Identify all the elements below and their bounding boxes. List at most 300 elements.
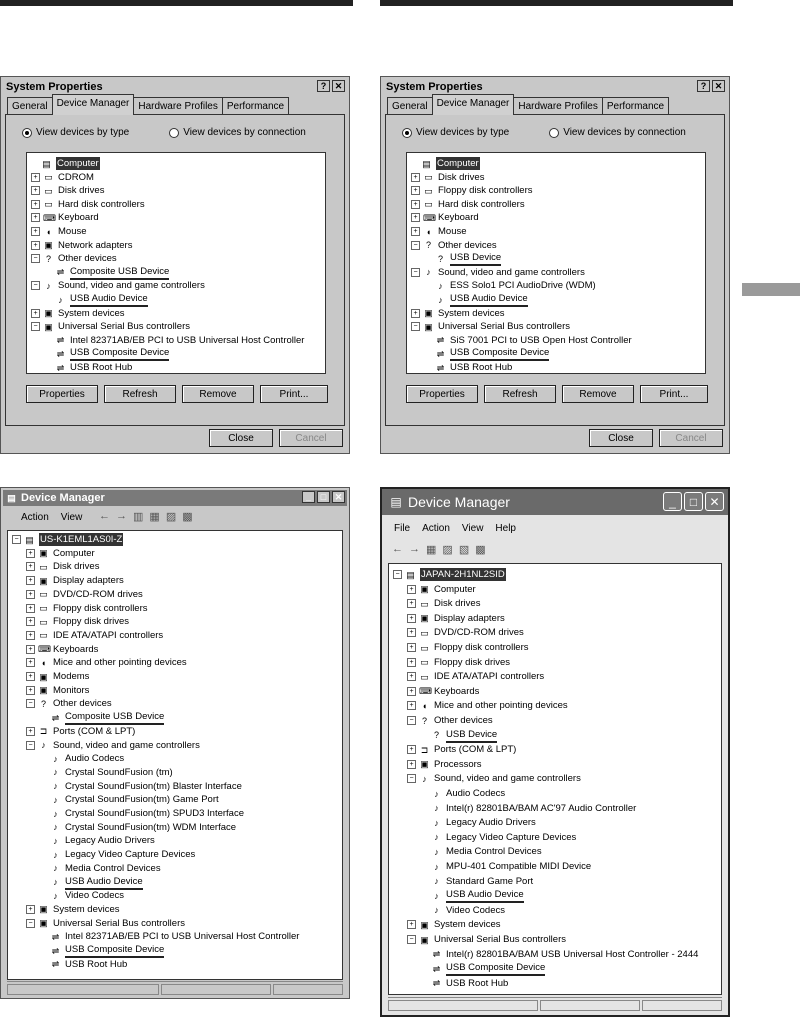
collapse-icon[interactable]: − bbox=[411, 322, 420, 331]
tree-item-label: Media Control Devices bbox=[446, 846, 542, 858]
tree-item[interactable] bbox=[411, 307, 505, 320]
expand-icon[interactable]: + bbox=[31, 241, 40, 250]
tree-item[interactable] bbox=[26, 697, 112, 710]
device-tree[interactable] bbox=[26, 152, 326, 374]
close-icon[interactable]: ✕ bbox=[332, 491, 345, 503]
tree-item[interactable] bbox=[421, 802, 636, 815]
collapse-icon[interactable]: − bbox=[26, 919, 35, 928]
expand-icon[interactable]: + bbox=[26, 658, 35, 667]
tree-item[interactable] bbox=[407, 933, 566, 946]
expand-icon[interactable]: + bbox=[411, 213, 420, 222]
tree-item[interactable] bbox=[26, 574, 124, 587]
tree-item[interactable] bbox=[45, 347, 169, 360]
tree-item[interactable] bbox=[40, 711, 164, 724]
unknown-device-icon: ? bbox=[433, 730, 439, 741]
tree-item[interactable] bbox=[40, 930, 299, 943]
tree-item[interactable] bbox=[31, 225, 87, 238]
sound-icon: ♪ bbox=[434, 803, 439, 814]
tree-item-label: Mouse bbox=[58, 226, 87, 237]
tree-item[interactable] bbox=[12, 533, 123, 546]
properties-icon[interactable]: ▨ bbox=[165, 511, 177, 523]
computer-icon: ▤ bbox=[25, 534, 34, 545]
tree-spacer bbox=[421, 834, 428, 841]
collapse-icon[interactable]: − bbox=[26, 741, 35, 750]
tree-item[interactable] bbox=[31, 252, 117, 265]
tree-item[interactable] bbox=[407, 743, 516, 756]
scan-icon[interactable]: ▩ bbox=[182, 511, 193, 523]
collapse-icon[interactable]: − bbox=[411, 268, 420, 277]
tree-item[interactable] bbox=[425, 334, 632, 347]
tree-item[interactable] bbox=[407, 699, 568, 712]
unknown-device-icon: ? bbox=[425, 240, 431, 251]
collapse-icon[interactable]: − bbox=[407, 774, 416, 783]
expand-icon[interactable]: + bbox=[407, 701, 416, 710]
expand-icon[interactable]: + bbox=[26, 576, 35, 585]
tree-item[interactable] bbox=[45, 361, 132, 374]
tree-item[interactable] bbox=[421, 948, 698, 961]
tree-item-label: USB Audio Device bbox=[70, 292, 148, 307]
expand-icon[interactable]: + bbox=[31, 200, 40, 209]
tree-item[interactable] bbox=[26, 670, 89, 683]
tree-item[interactable] bbox=[40, 862, 161, 875]
drive-icon: ▭ bbox=[44, 185, 53, 196]
tree-item-label: Legacy Audio Drivers bbox=[446, 817, 536, 829]
tree-item[interactable] bbox=[411, 320, 570, 333]
expand-icon[interactable]: + bbox=[407, 672, 416, 681]
usb-icon: ⇌ bbox=[51, 945, 60, 956]
details-icon[interactable]: ▦ bbox=[426, 544, 437, 556]
forward-icon[interactable]: → bbox=[409, 543, 420, 555]
computer-icon: ▤ bbox=[42, 158, 51, 169]
tree-item[interactable] bbox=[407, 583, 476, 596]
expand-icon[interactable]: + bbox=[26, 645, 35, 654]
tree-item[interactable] bbox=[411, 171, 484, 184]
forward-icon[interactable]: → bbox=[116, 510, 127, 522]
tree-item[interactable] bbox=[407, 758, 482, 771]
expand-icon[interactable]: + bbox=[407, 643, 416, 652]
back-icon[interactable]: ← bbox=[99, 510, 110, 522]
tree-item[interactable] bbox=[40, 807, 244, 820]
expand-icon[interactable]: + bbox=[411, 200, 420, 209]
tree-item[interactable] bbox=[31, 307, 125, 320]
usb-icon: ⇌ bbox=[56, 348, 65, 359]
tree-item[interactable] bbox=[40, 958, 127, 971]
tree-spacer bbox=[421, 863, 428, 870]
toolbar bbox=[392, 543, 486, 556]
tree-item[interactable] bbox=[425, 279, 596, 292]
tree-item-label: IDE ATA/ATAPI controllers bbox=[434, 671, 545, 683]
radio-view-by-connection[interactable] bbox=[549, 127, 686, 138]
refresh-button[interactable]: Refresh bbox=[104, 385, 176, 403]
collapse-icon[interactable]: − bbox=[407, 935, 416, 944]
tree-item[interactable] bbox=[40, 889, 124, 902]
expand-icon[interactable]: + bbox=[26, 686, 35, 695]
tab-panel bbox=[385, 114, 725, 426]
expand-icon[interactable]: + bbox=[31, 309, 40, 318]
tree-item-label: Mice and other pointing devices bbox=[434, 700, 568, 712]
tree-item[interactable] bbox=[411, 225, 467, 238]
tree-item[interactable] bbox=[31, 171, 94, 184]
expand-icon[interactable]: + bbox=[26, 549, 35, 558]
mouse-icon: ◖ bbox=[425, 226, 432, 237]
expand-icon[interactable]: + bbox=[26, 590, 35, 599]
tree-item-label: Floppy disk drives bbox=[53, 616, 130, 628]
tree-item[interactable] bbox=[31, 184, 104, 197]
expand-icon[interactable]: + bbox=[407, 599, 416, 608]
tab-hardware-profiles[interactable]: Hardware Profiles bbox=[133, 97, 222, 115]
device-icon: ▣ bbox=[420, 934, 429, 945]
title-bar bbox=[3, 490, 347, 506]
refresh-button[interactable]: Refresh bbox=[484, 385, 556, 403]
help-icon[interactable]: ? bbox=[317, 80, 330, 92]
tree-item-label: Crystal SoundFusion(tm) SPUD3 Interface bbox=[65, 808, 244, 819]
expand-icon[interactable]: + bbox=[26, 562, 35, 571]
maximize-icon[interactable]: □ bbox=[317, 491, 330, 503]
expand-icon[interactable]: + bbox=[26, 905, 35, 914]
menu-view[interactable]: View bbox=[60, 512, 83, 523]
remove-button[interactable]: Remove bbox=[562, 385, 634, 403]
expand-icon[interactable]: + bbox=[31, 186, 40, 195]
tree-item[interactable] bbox=[26, 629, 163, 642]
drive-icon: ▭ bbox=[39, 616, 48, 627]
collapse-icon[interactable]: − bbox=[26, 699, 35, 708]
tree-item[interactable] bbox=[26, 725, 135, 738]
device-icon: ▣ bbox=[424, 308, 433, 319]
radio-view-by-type[interactable] bbox=[22, 127, 129, 138]
help-icon[interactable]: ? bbox=[697, 80, 710, 92]
tab-general[interactable]: General bbox=[7, 97, 53, 115]
device-tree[interactable] bbox=[7, 530, 343, 980]
expand-icon[interactable]: + bbox=[407, 628, 416, 637]
tree-item[interactable] bbox=[40, 766, 173, 779]
tree-item[interactable] bbox=[407, 772, 581, 785]
tab-hardware-profiles[interactable]: Hardware Profiles bbox=[513, 97, 602, 115]
tree-item[interactable] bbox=[31, 239, 132, 252]
tree-item[interactable] bbox=[26, 684, 89, 697]
expand-icon[interactable]: + bbox=[407, 585, 416, 594]
tree-item-label: USB Root Hub bbox=[450, 362, 513, 373]
tab-performance[interactable]: Performance bbox=[602, 97, 669, 115]
tree-item-label: Computer bbox=[53, 547, 95, 559]
drive-icon: ▭ bbox=[424, 185, 433, 196]
remove-button[interactable]: Remove bbox=[182, 385, 254, 403]
tree-item[interactable] bbox=[421, 962, 545, 975]
back-icon[interactable]: ← bbox=[392, 543, 403, 555]
close-button[interactable]: Close bbox=[209, 429, 273, 447]
tree-item[interactable] bbox=[26, 602, 148, 615]
keyboard-icon: ⌨ bbox=[38, 644, 51, 655]
tree-spacer bbox=[421, 907, 428, 914]
sound-icon: ♪ bbox=[53, 767, 58, 778]
tree-item[interactable] bbox=[31, 320, 190, 333]
drive-icon: ▭ bbox=[39, 589, 48, 600]
tree-item[interactable] bbox=[40, 834, 155, 847]
tree-item[interactable] bbox=[393, 568, 506, 581]
tree-item[interactable] bbox=[407, 656, 510, 669]
expand-icon[interactable]: + bbox=[407, 920, 416, 929]
tree-item-label: USB Composite Device bbox=[65, 943, 164, 958]
close-icon[interactable]: ✕ bbox=[332, 80, 345, 92]
scan-icon[interactable]: ▩ bbox=[475, 544, 486, 556]
status-cell bbox=[7, 984, 159, 995]
expand-icon[interactable]: + bbox=[26, 617, 35, 626]
drive-icon: ▭ bbox=[420, 642, 429, 653]
tree-item-label: Crystal SoundFusion(tm) WDM Interface bbox=[65, 821, 237, 833]
expand-icon[interactable]: + bbox=[411, 186, 420, 195]
tree-item-label: Composite USB Device bbox=[70, 265, 169, 280]
tree-item[interactable] bbox=[45, 334, 304, 347]
collapse-icon[interactable]: − bbox=[12, 535, 21, 544]
tree-item[interactable] bbox=[40, 780, 242, 793]
sound-icon: ♪ bbox=[53, 863, 58, 874]
window-title: System Properties bbox=[386, 81, 483, 93]
tree-spacer bbox=[421, 965, 428, 972]
tree-item-label: Modems bbox=[53, 671, 90, 682]
sound-icon: ♪ bbox=[53, 753, 58, 764]
details-icon[interactable]: ▦ bbox=[149, 511, 160, 523]
tree-spacer bbox=[421, 805, 428, 812]
sound-icon: ♪ bbox=[53, 835, 58, 846]
tree-item[interactable] bbox=[407, 670, 544, 683]
tree-item[interactable] bbox=[407, 612, 505, 625]
tree-item[interactable] bbox=[425, 252, 501, 265]
tree-spacer bbox=[421, 732, 428, 739]
tree-item[interactable] bbox=[26, 588, 143, 601]
drive-icon: ▭ bbox=[39, 561, 48, 572]
radio-selected-icon bbox=[22, 128, 32, 138]
usb-icon: ⇌ bbox=[432, 949, 441, 960]
close-icon[interactable]: ✕ bbox=[705, 492, 724, 511]
tree-spacer bbox=[425, 296, 432, 303]
tree-spacer bbox=[425, 364, 432, 371]
expand-icon[interactable]: + bbox=[26, 727, 35, 736]
tree-item[interactable] bbox=[411, 239, 497, 252]
tree-item-label: USB Root Hub bbox=[446, 977, 509, 989]
device-icon: ▣ bbox=[44, 321, 53, 332]
cancel-button[interactable]: Cancel bbox=[279, 429, 343, 447]
sound-icon: ♪ bbox=[53, 890, 58, 901]
expand-icon[interactable]: + bbox=[26, 604, 35, 613]
tree-item[interactable] bbox=[407, 641, 529, 654]
tab-general[interactable]: General bbox=[387, 97, 433, 115]
collapse-icon[interactable]: − bbox=[31, 322, 40, 331]
drive-icon: ▭ bbox=[424, 199, 433, 210]
tab-device-manager[interactable]: Device Manager bbox=[432, 94, 515, 115]
tree-item[interactable] bbox=[421, 816, 536, 829]
maximize-icon[interactable]: □ bbox=[684, 492, 703, 511]
tree-item-label: Disk drives bbox=[58, 185, 105, 197]
tree-item[interactable] bbox=[411, 211, 479, 224]
tree-item-label: Intel(r) 82801BA/BAM USB Universal Host Controller - 2444 bbox=[446, 948, 699, 960]
sound-icon: ♪ bbox=[434, 861, 439, 872]
close-icon[interactable]: ✕ bbox=[712, 80, 725, 92]
expand-icon[interactable]: + bbox=[31, 173, 40, 182]
tree-item[interactable] bbox=[31, 157, 100, 170]
tree-item[interactable] bbox=[411, 184, 533, 197]
radio-view-by-type[interactable] bbox=[402, 127, 509, 138]
expand-icon[interactable]: + bbox=[26, 672, 35, 681]
tree-item-label: USB Audio Device bbox=[446, 888, 524, 903]
tree-item[interactable] bbox=[40, 876, 143, 889]
collapse-icon[interactable]: − bbox=[407, 716, 416, 725]
keyboard-icon: ⌨ bbox=[419, 686, 432, 697]
tree-item[interactable] bbox=[40, 848, 195, 861]
tree-item-label: USB Root Hub bbox=[65, 958, 128, 970]
menu-view[interactable]: View bbox=[461, 523, 484, 534]
device-tree[interactable] bbox=[388, 563, 722, 995]
print-button[interactable]: Print... bbox=[640, 385, 708, 403]
tree-item-label: Universal Serial Bus controllers bbox=[53, 917, 185, 929]
sound-icon: ♪ bbox=[434, 788, 439, 799]
device-icon: ▣ bbox=[420, 613, 429, 624]
cancel-button[interactable]: Cancel bbox=[659, 429, 723, 447]
expand-icon[interactable]: + bbox=[411, 309, 420, 318]
tree-item[interactable] bbox=[421, 889, 524, 902]
menu-file[interactable]: File bbox=[394, 523, 411, 534]
tree-item[interactable] bbox=[421, 860, 591, 873]
sound-icon: ♪ bbox=[434, 905, 439, 916]
up-icon[interactable]: ▥ bbox=[133, 511, 144, 523]
tree-spacer bbox=[421, 951, 428, 958]
unknown-device-icon: ? bbox=[45, 253, 51, 264]
tree-spacer bbox=[40, 865, 47, 872]
tree-item[interactable] bbox=[40, 793, 219, 806]
tree-item[interactable] bbox=[40, 944, 164, 957]
tab-device-manager[interactable]: Device Manager bbox=[52, 94, 135, 115]
tree-item[interactable] bbox=[421, 729, 497, 742]
properties-button[interactable]: Properties bbox=[406, 385, 478, 403]
tree-item-label: Legacy Audio Drivers bbox=[65, 835, 155, 847]
tree-item[interactable] bbox=[407, 597, 480, 610]
tab-performance[interactable]: Performance bbox=[222, 97, 289, 115]
drive-icon: ▭ bbox=[44, 172, 53, 183]
properties-button[interactable]: Properties bbox=[26, 385, 98, 403]
tree-item[interactable] bbox=[411, 266, 585, 279]
tree-item[interactable] bbox=[425, 293, 528, 306]
tree-item[interactable] bbox=[407, 626, 524, 639]
print-button[interactable]: Print... bbox=[260, 385, 328, 403]
tree-item-label: System devices bbox=[434, 919, 501, 931]
expand-icon[interactable]: + bbox=[407, 687, 416, 696]
device-icon: ▣ bbox=[424, 321, 433, 332]
port-icon: ⊐ bbox=[420, 744, 429, 755]
tree-item[interactable] bbox=[425, 347, 549, 360]
minimize-icon[interactable]: _ bbox=[663, 492, 682, 511]
tree-item[interactable] bbox=[421, 845, 542, 858]
radio-view-by-connection[interactable] bbox=[169, 127, 306, 138]
tree-spacer bbox=[421, 878, 428, 885]
expand-icon[interactable]: + bbox=[411, 173, 420, 182]
tree-item[interactable] bbox=[26, 643, 98, 656]
tree-item-label: Sound, video and game controllers bbox=[434, 773, 581, 785]
tree-item[interactable] bbox=[31, 279, 205, 292]
tree-item[interactable] bbox=[45, 266, 169, 279]
sound-icon: ♪ bbox=[53, 808, 58, 819]
tree-item[interactable] bbox=[26, 656, 187, 669]
collapse-icon[interactable]: − bbox=[31, 281, 40, 290]
menu-action[interactable]: Action bbox=[21, 512, 49, 523]
view-options bbox=[402, 127, 686, 138]
tree-item[interactable] bbox=[411, 198, 525, 211]
expand-icon[interactable]: + bbox=[407, 745, 416, 754]
tree-item[interactable] bbox=[26, 615, 129, 628]
tree-item[interactable] bbox=[421, 875, 533, 888]
tree-item-label: Intel(r) 82801BA/BAM AC'97 Audio Controller bbox=[446, 802, 637, 814]
tree-item-label: Other devices bbox=[434, 715, 493, 726]
tree-item-label: System devices bbox=[438, 307, 505, 319]
sound-icon: ♪ bbox=[438, 294, 443, 305]
device-icon: ▣ bbox=[39, 548, 48, 559]
tree-item[interactable] bbox=[407, 685, 479, 698]
properties-icon[interactable]: ▧ bbox=[458, 544, 470, 556]
tree-item[interactable] bbox=[26, 739, 200, 752]
tree-item[interactable] bbox=[421, 831, 576, 844]
tree-item[interactable] bbox=[421, 904, 505, 917]
tree-item-label: Crystal SoundFusion(tm) Blaster Interface bbox=[65, 780, 242, 792]
expand-icon[interactable]: + bbox=[407, 658, 416, 667]
tree-item[interactable] bbox=[40, 752, 124, 765]
tree-item-label: Mouse bbox=[438, 226, 467, 237]
tree-item-label: Legacy Video Capture Devices bbox=[65, 849, 196, 861]
window-title: Device Manager bbox=[21, 492, 105, 504]
tree-item[interactable] bbox=[407, 918, 501, 931]
status-cell bbox=[642, 1000, 722, 1011]
print-icon[interactable]: ▨ bbox=[442, 544, 453, 556]
sound-icon: ♪ bbox=[434, 832, 439, 843]
unknown-device-icon: ? bbox=[437, 253, 443, 264]
collapse-icon[interactable]: − bbox=[411, 241, 420, 250]
tree-item[interactable] bbox=[421, 787, 505, 800]
close-button[interactable]: Close bbox=[589, 429, 653, 447]
tree-item[interactable] bbox=[26, 903, 120, 916]
expand-icon[interactable]: + bbox=[31, 227, 40, 236]
collapse-icon[interactable]: − bbox=[31, 254, 40, 263]
expand-icon[interactable]: + bbox=[31, 213, 40, 222]
status-cell bbox=[273, 984, 343, 995]
tree-item[interactable] bbox=[45, 293, 148, 306]
minimize-icon[interactable]: _ bbox=[302, 491, 315, 503]
expand-icon[interactable]: + bbox=[407, 760, 416, 769]
expand-icon[interactable]: + bbox=[411, 227, 420, 236]
menu-action[interactable]: Action bbox=[422, 523, 450, 534]
device-tree[interactable] bbox=[406, 152, 706, 374]
tree-spacer bbox=[411, 160, 418, 167]
tree-item[interactable] bbox=[411, 157, 480, 170]
tree-item[interactable] bbox=[421, 977, 508, 990]
tree-item[interactable] bbox=[425, 361, 512, 374]
usb-icon: ⇌ bbox=[56, 267, 65, 278]
collapse-icon[interactable]: − bbox=[393, 570, 402, 579]
expand-icon[interactable]: + bbox=[407, 614, 416, 623]
tree-item[interactable] bbox=[407, 714, 493, 727]
menu-help[interactable]: Help bbox=[495, 523, 516, 534]
tree-item-label: Crystal SoundFusion(tm) Game Port bbox=[65, 794, 219, 806]
tree-item-label: Intel 82371AB/EB PCI to USB Universal Host Controller bbox=[65, 931, 300, 943]
tree-item-label: Other devices bbox=[58, 253, 117, 265]
expand-icon[interactable]: + bbox=[26, 631, 35, 640]
tree-item[interactable] bbox=[26, 917, 185, 930]
sound-icon: ♪ bbox=[53, 794, 58, 805]
tree-item[interactable] bbox=[40, 821, 236, 834]
tree-item-label: System devices bbox=[53, 903, 120, 915]
tree-item[interactable] bbox=[31, 211, 99, 224]
sound-icon: ♪ bbox=[53, 877, 58, 887]
tree-item-label: USB Audio Device bbox=[450, 292, 528, 307]
usb-icon: ⇌ bbox=[56, 362, 65, 373]
tree-item[interactable] bbox=[26, 560, 99, 573]
tree-item[interactable] bbox=[31, 198, 145, 211]
tree-item[interactable] bbox=[26, 547, 95, 560]
